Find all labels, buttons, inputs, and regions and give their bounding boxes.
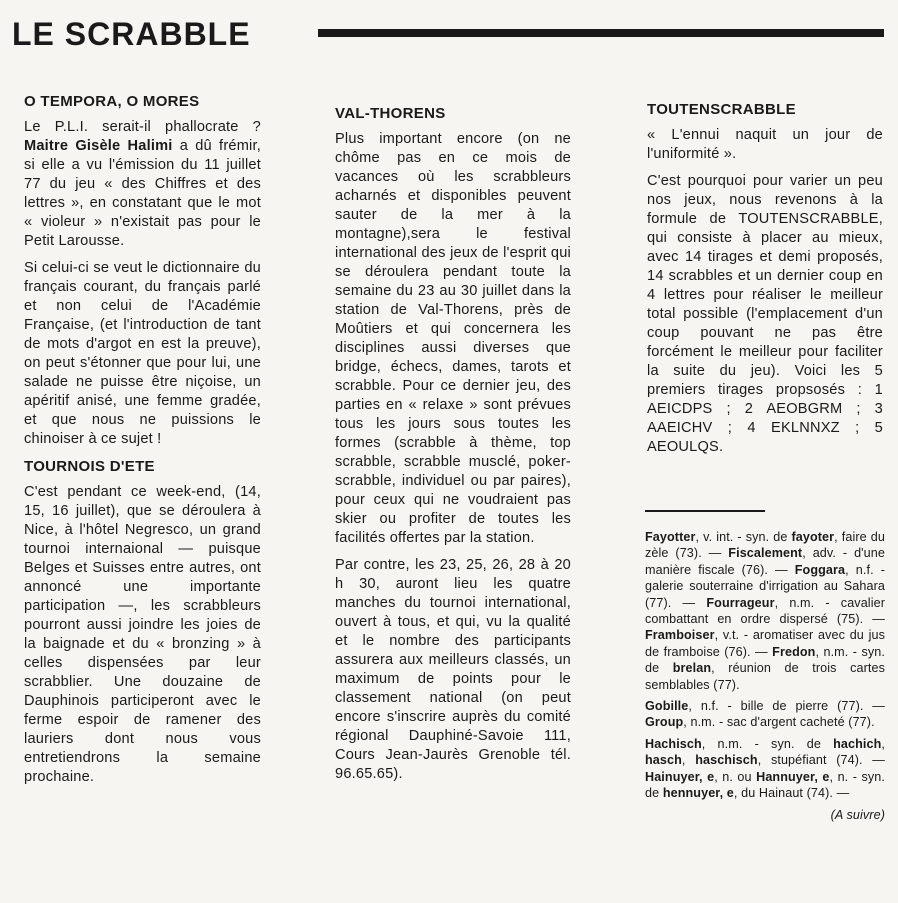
glossary-entry-g [645,698,885,731]
paragraph-ennui: « L'ennui naquit un jour de l'uniformité ». [647,127,883,162]
text-run: Le P.L.I. serait-il phallocrate ? [24,119,261,135]
glossary-headword: Hachisch [645,736,702,751]
glossary-definition: , n.m. - syn. de [701,736,834,751]
glossary-definition: , n. ou [714,769,757,784]
glossary-definition: , adv. - d'une manière fiscale (76). — [645,546,885,577]
glossary-definition: , [681,753,696,768]
heading-o-tempora: O TEMPORA, O MORES [24,93,200,110]
glossary-definition: , [881,736,885,751]
glossary-definition: , n.m. - sac d'argent cacheté (77). [683,715,875,730]
title-rule [318,29,884,37]
glossary-headword: Hainuyer, e [645,769,715,784]
glossary-entry-f [645,529,885,693]
glossary-headword: Framboiser [645,628,715,643]
glossary-definition: , n.f. - bille de pierre (77). — [688,699,885,714]
glossary-definition: , v. int. - syn. de [695,530,792,544]
glossary-headword: hasch [645,753,682,768]
glossary-headword: Group [645,715,684,730]
glossary-headword: Fiscalement [728,546,803,561]
glossary-headword: hennuyer, e [662,786,734,801]
paragraph-festival: Plus important encore (on ne chôme pas en ce mois de vacances où les scrabbleurs acharnés et disponibles peuvent sauter de la mer à la montagne),sera le festival international des jeux de l'esprit qui se déroulera pendant toute la semaine du 23 au 30 juillet dans la station de Val-Thorens, près de Moûtiers et qui concernera les disciplines aussi diverses que bridge, échecs, dames, tarots et scrabble. Pour ce dernier jeu, des parties en « relaxe » sont prévues tous les jours sous toutes les formes (scrabble à thème, top scrabble, scrabble musclé, poker-scrabble, individuel ou par paires), pour ceux qui ne voudraient pas skier ou profiter de toutes les facilités offertes par la station. [335,131,571,546]
glossary-headword: fayoter [791,530,835,544]
text-run-bold: Maitre Gisèle Halimi [24,138,173,154]
glossary-headword: hachich [833,736,882,751]
glossary-headword: brelan [672,661,712,676]
paragraph-formule: C'est pourquoi pour varier un peu nos jeux, nous revenons à la formule de TOUTENSCRABBLE, qui consiste à placer au mieux, avec 14 tirages et demi proposés, 14 scrabbles et un dernier coup en 4 lettres pour réaliser le meilleur total possible (l'emplacement d'un coup pouvant ne pas être forcément le meilleur pour faciliter la suite du jeu). Voici les 5 premiers tirages propsosés : 1 AEICDPS ; 2 AEOBGRM ; 3 AAEICHV ; 4 EKLNNXZ ; 5 AEOULQS. [647,173,883,455]
glossary-definition: , stupéfiant (74). — [757,753,885,768]
glossary-definition: , faire du zèle (73). — [645,530,885,561]
column-1 [24,92,261,795]
glossary-definition: , n.m. - cavalier combattant en ordre dispersé (75). — [645,595,885,627]
heading-tournois-ete: TOURNOIS D'ETE [24,458,155,475]
column-2 [335,104,571,792]
glossary-headword: haschisch [695,753,758,768]
glossary-headword: Foggara [794,562,846,577]
glossary-headword: Fredon [772,644,816,659]
paragraph-dictionnaire: Si celui-ci se veut le dictionnaire du français courant, du français parlé et non celui de l'Académie Française, (et l'introduction de tant de mots d'argot en est la preuve), on peut s'étonner que pour lui, une salade ne puisse être niçoise, un apéritif anisé, une femme gradée, et que nous ne puissions le chinoiser à ce sujet ! [24,260,261,447]
glossary-definition: , n.m. - syn. de [645,644,885,676]
glossary [645,529,885,823]
masthead [12,14,884,54]
glossary-definition: , n.f. - galerie souterraine d'irrigation au Sahara (77). — [645,562,885,610]
glossary-headword: Gobille [645,699,689,714]
glossary-definition: , réunion de trois cartes semblables (77). [645,661,885,692]
heading-toutenscrabble: TOUTENSCRABBLE [647,101,796,118]
continued-note: (A suivre) [830,807,885,822]
column-3 [647,100,883,465]
glossary-definition: , v.t. - aromatiser avec du jus de framboise (76). — [645,628,885,659]
paragraph-nice: C'est pendant ce week-end, (14, 15, 16 juillet), que se déroulera à Nice, à l'hôtel Negresco, un grand tournoi internaional — puisque Belges et Suisses entre autres, ont annoncé une importante participation —, les scrabbleurs pourront aussi joindre les joies de la baignade et du « bronzing » à celles dispensées par leur scrabblier. Une douzaine de Dauphinois participeront avec le ferme espoir de ramener des lauriers dont nous vous entretiendrons la semaine prochaine. [24,484,261,785]
page-title: LE SCRABBLE [12,16,251,52]
glossary-separator [645,510,765,512]
paragraph-tournoi: Par contre, les 23, 25, 26, 28 à 20 h 30, auront lieu les quatre manches du tournoi international, ouvert à tous, et qui, vu la qualité et le nombre des participants assurera aux meilleurs classés, un maximum de points pour le classement national (on peut encore s'inscrire auprès du comité régional Dauphiné-Savoie 111, Cours Jean-Jaurès Grenoble tél. 96.65.65). [335,557,571,782]
glossary-entry-h [645,736,885,802]
glossary-headword: Fayotter [645,530,696,544]
glossary-headword: Hannuyer, e [756,769,830,784]
glossary-definition: , n. - syn. de [645,769,886,801]
paragraph-phallocrate [24,118,261,251]
text-run: a dû frémir, si elle a vu l'émission du 11 juillet 77 du jeu « des Chiffres et des lettres », en constatant que le mot « violeur » n'existait pas pour le Petit Larousse. [24,138,261,249]
glossary-headword: Fourrageur [706,595,775,610]
heading-val-thorens: VAL-THORENS [335,105,446,122]
glossary-definition: , du Hainaut (74). — [733,786,850,801]
